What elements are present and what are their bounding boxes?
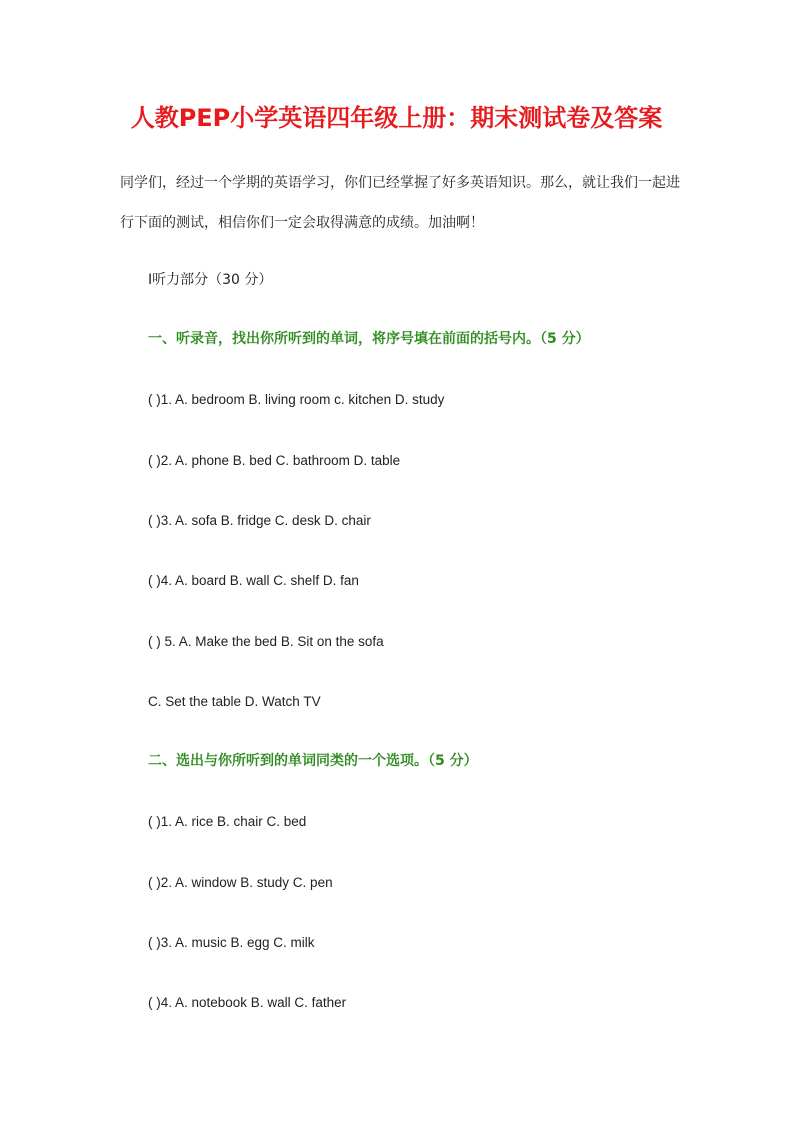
section2-item-3: ( )3. A. music B. egg C. milk (148, 935, 315, 950)
part1-label: Ⅰ听力部分（30 分） (148, 272, 273, 288)
section1-item-3: ( )3. A. sofa B. fridge C. desk D. chair (148, 513, 371, 528)
section1-item-2: ( )2. A. phone B. bed C. bathroom D. table (148, 453, 401, 468)
section2-heading: 二、选出与你所听到的单词同类的一个选项。（5 分） (148, 753, 478, 769)
section1-item-5: ( ) 5. A. Make the bed B. Sit on the sofa (148, 634, 384, 649)
document-title: 人教PEP小学英语四年级上册：期末测试卷及答案 (130, 104, 663, 132)
section1-item-1: ( )1. A. bedroom B. living room c. kitchen D. study (148, 392, 445, 407)
intro-paragraph: 同学们，经过一个学期的英语学习，你们已经掌握了好多英语知识。那么，就让我们一起进行下面的测试，相信你们一定会取得满意的成绩。加油啊！ (120, 175, 680, 231)
section1-item-4: ( )4. A. board B. wall C. shelf D. fan (148, 573, 359, 588)
section2-item-1: ( )1. A. rice B. chair C. bed (148, 814, 307, 829)
section2-item-4: ( )4. A. notebook B. wall C. father (148, 995, 347, 1010)
section2-item-2: ( )2. A. window B. study C. pen (148, 875, 333, 890)
section1-item-5-continued: C. Set the table D. Watch TV (148, 694, 321, 709)
section1-heading: 一、听录音，找出你所听到的单词，将序号填在前面的括号内。（5 分） (148, 331, 590, 347)
